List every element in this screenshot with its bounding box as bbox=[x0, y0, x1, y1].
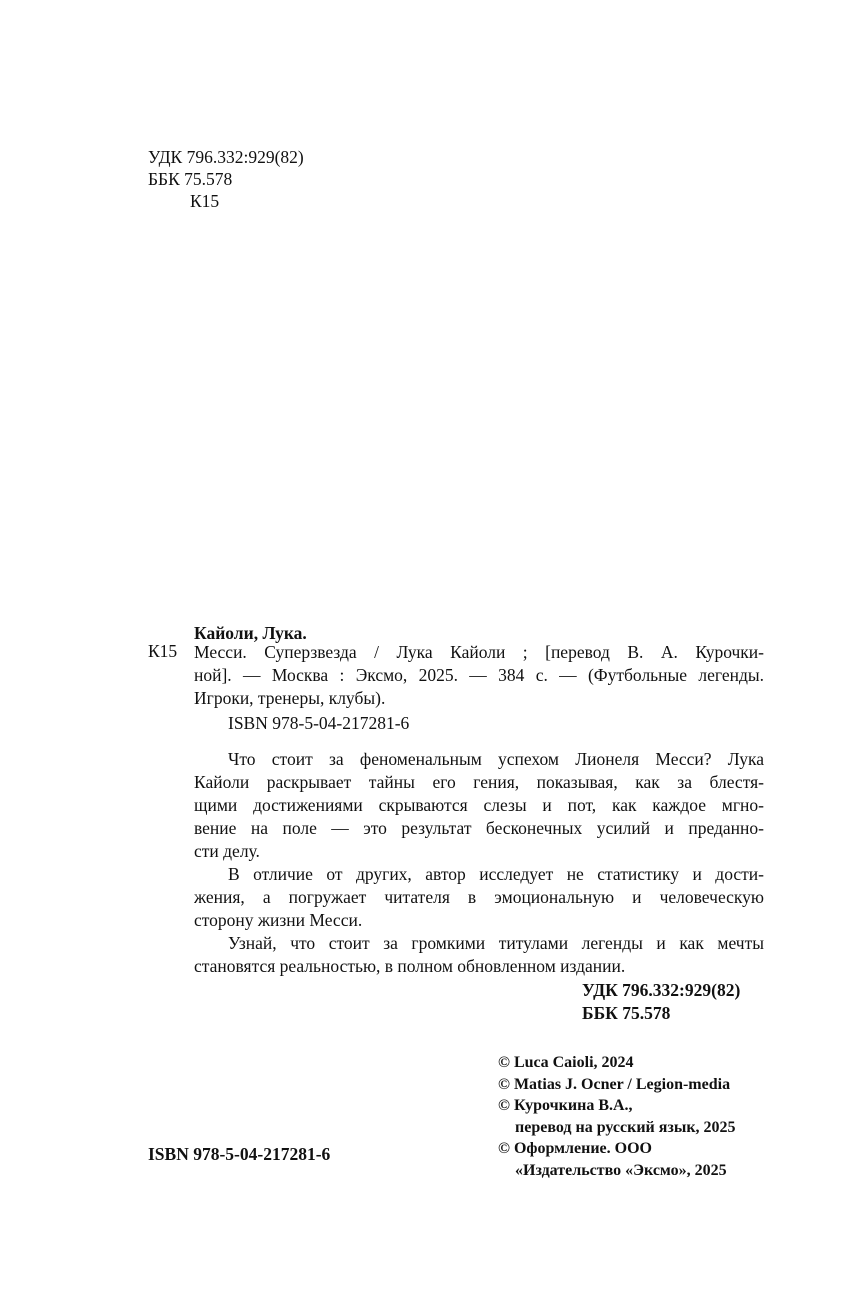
footer-isbn: ISBN 978-5-04-217281-6 bbox=[148, 1144, 331, 1164]
footer-classification-block bbox=[582, 979, 740, 1025]
footer-bbk: ББК 75.578 bbox=[582, 1003, 671, 1023]
bibliographic-description bbox=[194, 641, 764, 710]
author-heading: Кайоли, Лука. bbox=[194, 623, 307, 643]
abstract-line: Кайоли раскрывает тайны его гения, показывая, как за блестя- bbox=[194, 772, 764, 792]
bib-line: Месси. Суперзвезда / Лука Кайоли ; [перевод В. А. Курочки- bbox=[194, 642, 764, 662]
copyright-line: «Издательство «Эксмо», 2025 bbox=[515, 1161, 727, 1179]
copyright-line: © Luca Caioli, 2024 bbox=[498, 1054, 634, 1071]
bib-line: Игроки, тренеры, клубы). bbox=[194, 688, 386, 708]
header-classification-block bbox=[148, 146, 304, 212]
header-udk: УДК 796.332:929(82) bbox=[148, 147, 304, 167]
header-bbk: ББК 75.578 bbox=[148, 169, 233, 189]
abstract-line: жения, а погружает читателя в эмоциональную и человеческую bbox=[194, 887, 764, 907]
copyright-line: © Оформление. ООО bbox=[498, 1140, 652, 1157]
entry-author-mark: К15 bbox=[148, 641, 178, 661]
abstract-line: сторону жизни Месси. bbox=[194, 910, 363, 930]
abstract-line: В отличие от других, автор исследует не статистику и дости- bbox=[228, 864, 764, 884]
abstract-line: вение на поле — это результат бесконечных усилий и преданно- bbox=[194, 818, 764, 838]
entry-isbn: ISBN 978-5-04-217281-6 bbox=[228, 713, 410, 733]
abstract-line: сти делу. bbox=[194, 841, 260, 861]
abstract bbox=[194, 748, 764, 978]
header-author-mark: К15 bbox=[190, 191, 220, 211]
abstract-line: Узнай, что стоит за громкими титулами легенды и как мечты bbox=[228, 933, 764, 953]
copyright-line: перевод на русский язык, 2025 bbox=[515, 1118, 736, 1136]
copyright-block bbox=[498, 1052, 736, 1181]
copyright-line: © Matias J. Ocner / Legion-media bbox=[498, 1075, 731, 1093]
abstract-line: становятся реальностью, в полном обновленном издании. bbox=[194, 956, 626, 976]
copyright-line: © Курочкина В.А., bbox=[498, 1097, 633, 1114]
footer-udk: УДК 796.332:929(82) bbox=[582, 980, 741, 1000]
abstract-line: щими достижениями скрываются слезы и пот, как каждое мгно- bbox=[194, 795, 764, 815]
bib-line: ной]. — Москва : Эксмо, 2025. — 384 с. — (Футбольные легенды. bbox=[194, 665, 764, 685]
abstract-line: Что стоит за феноменальным успехом Лионеля Месси? Лука bbox=[228, 749, 764, 769]
